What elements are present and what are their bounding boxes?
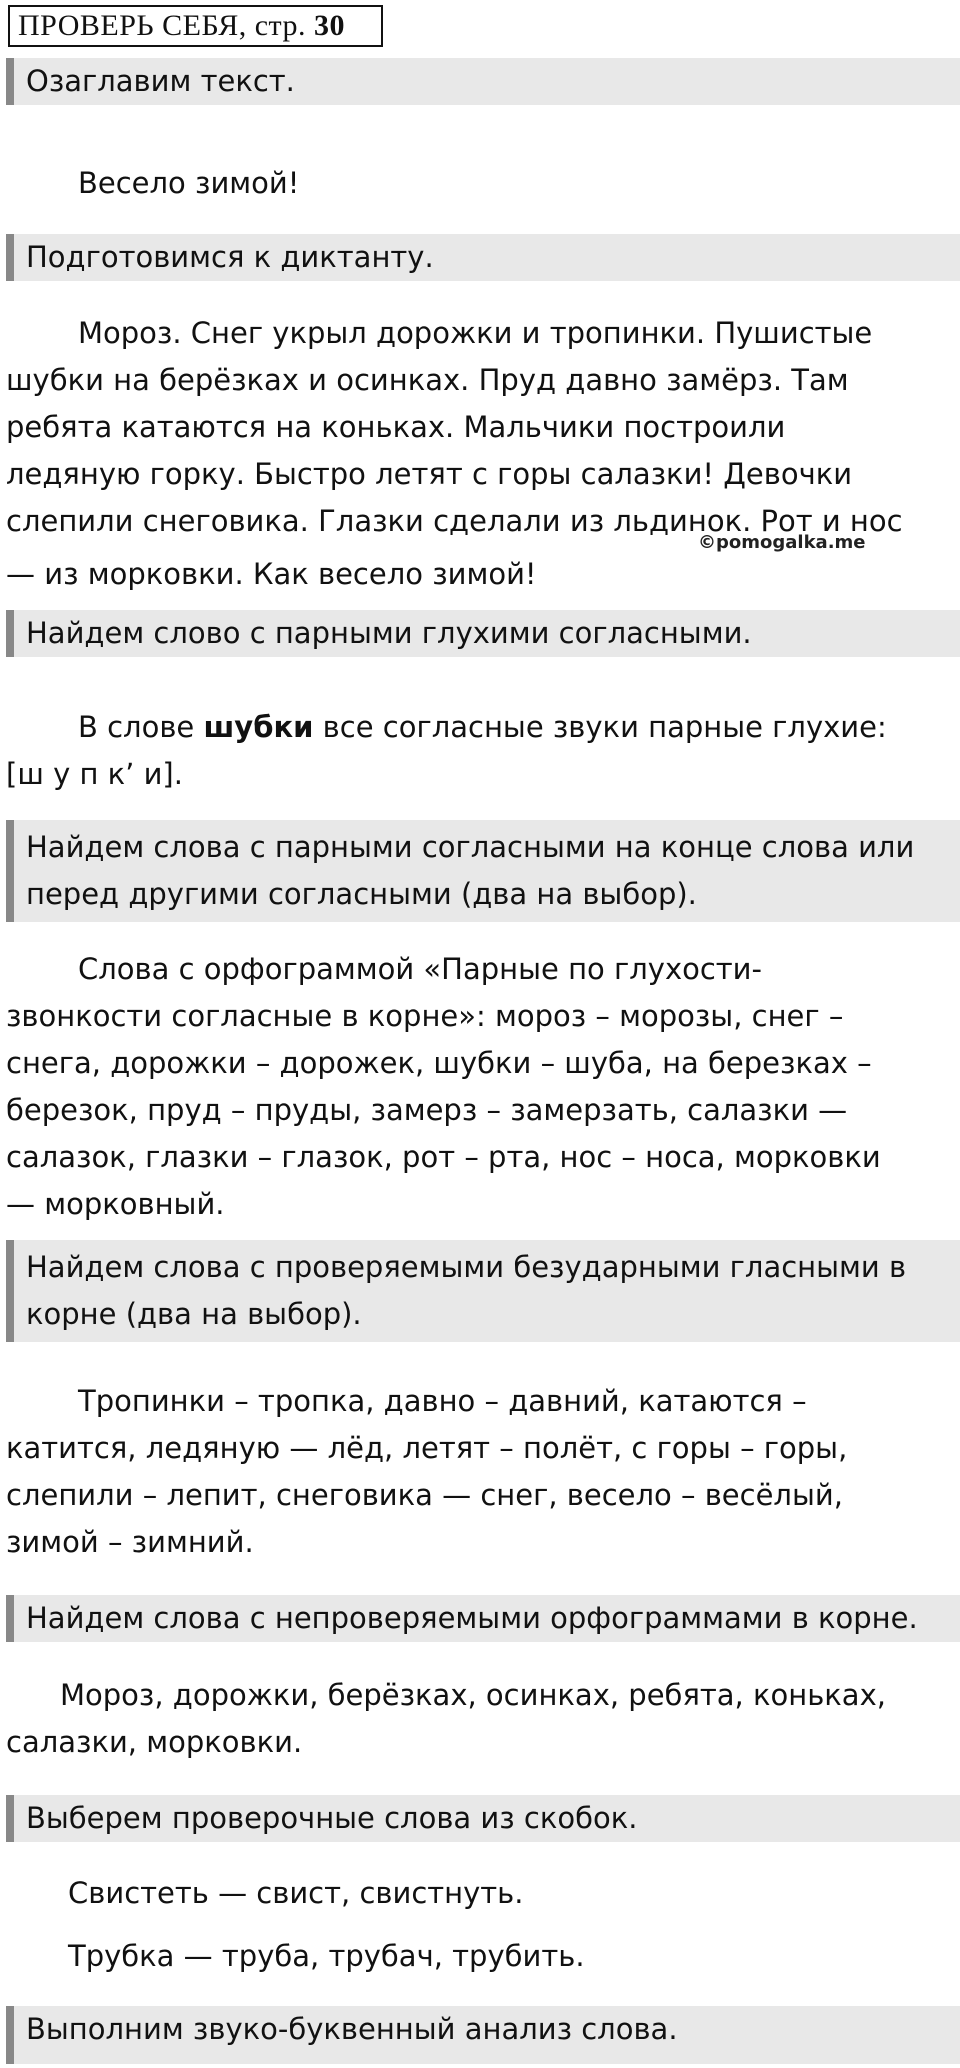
dictation-line: ледяную горку. Быстро летят с горы салазки! Девочки: [6, 457, 853, 491]
task-heading: Выберем проверочные слова из скобок.: [6, 1795, 960, 1842]
task-heading: Выполним звуко-буквенный анализ слова.: [6, 2006, 960, 2064]
answer-line: слепили – лепит, снеговика — снег, весело – весёлый,: [6, 1478, 843, 1512]
task-heading: [6, 820, 960, 922]
answer-line: Свистеть — свист, свистнуть.: [68, 1876, 524, 1910]
dictation-line: Мороз. Снег укрыл дорожки и тропинки. Пушистые: [78, 316, 873, 350]
page-number: 30: [314, 9, 345, 42]
dictation-line: шубки на берёзках и осинках. Пруд давно замёрз. Там: [6, 363, 849, 397]
task-heading-line: перед другими согласными (два на выбор).: [26, 877, 697, 911]
answer-line: салазок, глазки – глазок, рот – рта, нос – носа, морковки: [6, 1140, 881, 1174]
task-heading: [6, 1240, 960, 1342]
answer-line: зимой – зимний.: [6, 1525, 254, 1559]
answer-line: Слова с орфограммой «Парные по глухости-: [78, 952, 762, 986]
task-heading: Найдем слова с непроверяемыми орфограммами в корне.: [6, 1595, 960, 1642]
task-heading: Найдем слово с парными глухими согласными.: [6, 610, 960, 657]
answer-text: Весело зимой!: [78, 166, 300, 200]
task-heading: Озаглавим текст.: [6, 58, 960, 105]
dictation-line: ребята катаются на коньках. Мальчики построили: [6, 410, 786, 444]
answer-line: салазки, морковки.: [6, 1725, 303, 1759]
dictation-line: слепили снеговика. Глазки сделали из льдинок. Рот и нос: [6, 504, 903, 538]
answer-prefix: В слове: [78, 710, 204, 744]
task-heading: Подготовимся к диктанту.: [6, 234, 960, 281]
task-heading-line: Найдем слова с парными согласными на конце слова или: [26, 830, 915, 864]
answer-line: — морковный.: [6, 1187, 225, 1221]
answer-suffix: все согласные звуки парные глухие:: [313, 710, 887, 744]
answer-line: Мороз, дорожки, берёзках, осинках, ребята, коньках,: [60, 1678, 886, 1712]
task-heading-line: корне (два на выбор).: [26, 1297, 362, 1331]
answer-line: Трубка — труба, трубач, трубить.: [68, 1939, 585, 1973]
page-title-text: ПРОВЕРЬ СЕБЯ, стр.: [18, 9, 314, 42]
answer-line: снега, дорожки – дорожек, шубки – шуба, на березках –: [6, 1046, 872, 1080]
answer-line: катится, ледяную — лёд, летят – полёт, с горы – горы,: [6, 1431, 848, 1465]
answer-text: [6, 704, 946, 751]
task-heading-line: Найдем слова с проверяемыми безударными гласными в: [26, 1250, 907, 1284]
answer-line: Тропинки – тропка, давно – давний, катаются –: [78, 1384, 807, 1418]
page-title: [8, 5, 383, 47]
answer-line: звонкости согласные в корне»: мороз – морозы, снег –: [6, 999, 844, 1033]
dictation-line: — из морковки. Как весело зимой!: [6, 557, 537, 591]
watermark: ©pomogalka.me: [698, 532, 866, 553]
transcription: [ш у п к’ и].: [6, 757, 183, 791]
answer-line: березок, пруд – пруды, замерз – замерзать, салазки —: [6, 1093, 848, 1127]
highlighted-word: шубки: [203, 710, 314, 744]
